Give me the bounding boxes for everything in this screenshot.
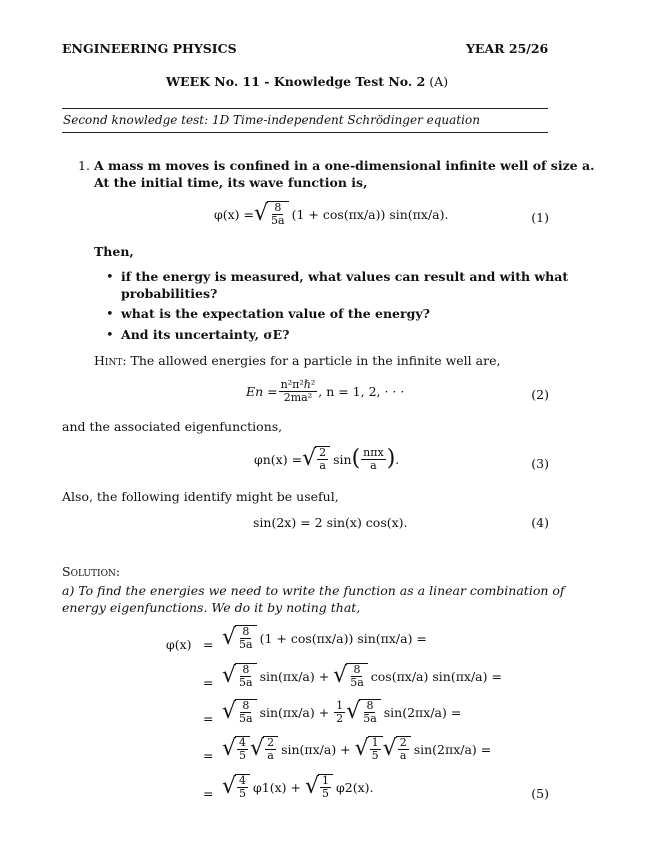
sol5-rest: φ2(x). <box>336 779 374 795</box>
equation-number-4: (4) <box>531 515 549 530</box>
eq1-den: 5a <box>271 214 285 227</box>
equation-2 <box>246 379 404 404</box>
sol3-hn: 1 <box>336 698 344 712</box>
eq3-paren-open: ( <box>351 446 361 471</box>
sol1-rest: (1 + cos(πx/a)) sin(πx/a) = <box>259 630 427 646</box>
sol4-n1b: 2 <box>267 736 275 749</box>
sol4-d1b: a <box>267 749 274 762</box>
eq2-lhs: En = <box>246 384 278 399</box>
sol3-sqrt-1: √ $\frac{8}{5a}$ <box>222 699 257 725</box>
sol3-rest: sin(2πx/a) = <box>383 704 462 720</box>
sol3-n2: 8 <box>366 699 374 712</box>
sol1-sqrt: √ $\frac{8}{5a}$ <box>222 625 257 651</box>
hint-label: Hint <box>94 353 123 368</box>
sol3-mid: sin(πx/a) + <box>259 704 334 720</box>
eq3-sqrt: √ $\frac{2}{a}$ <box>302 446 330 472</box>
bullet-2: what is the expectation value of the energy? <box>121 306 430 321</box>
eq2-rhs: , n = 1, 2, · · · <box>318 384 405 399</box>
eq2-den: 2ma² <box>283 391 313 404</box>
eq3-arg-den: a <box>370 458 377 472</box>
problem-line-2: At the initial time, its wave function is, <box>94 175 368 190</box>
solution-lhs: φ(x) <box>166 637 192 652</box>
solution-equals: = <box>203 711 214 726</box>
page-title-variant: (A) <box>429 74 449 89</box>
bullet-3: And its uncertainty, σE? <box>121 327 290 342</box>
page-title-text: WEEK No. 11 - Knowledge Test No. 2 <box>166 74 426 89</box>
sol4-n2b: 2 <box>399 736 407 749</box>
eq3-arg <box>361 447 386 472</box>
then-text: Then, <box>94 244 134 259</box>
sol5-d1: 5 <box>239 787 247 800</box>
sol2-rest: cos(πx/a) sin(πx/a) = <box>370 668 502 684</box>
solution-equals: = <box>203 786 214 801</box>
equation-number-3: (3) <box>531 456 549 471</box>
solution-equals: = <box>203 637 214 652</box>
eq3-num: 2 <box>319 446 327 459</box>
bullet-1-line-1: if the energy is measured, what values can result and with what <box>121 269 569 284</box>
sol5-n2: 1 <box>322 774 329 787</box>
course-year: YEAR 25/26 <box>466 41 549 56</box>
bullet-dot: • <box>106 307 114 322</box>
sol4-d2b: a <box>399 749 407 762</box>
sol3-n1: 8 <box>242 699 250 712</box>
sol2-n2: 8 <box>353 663 361 676</box>
sol4-sqrt-2b: √ $\frac{2}{a}$ <box>383 736 411 762</box>
eq3-arg-num: nπx <box>363 445 384 459</box>
sol4-n2: 1 <box>371 736 379 749</box>
equation-number-1: (1) <box>531 210 549 225</box>
eq3-end: . <box>395 451 400 467</box>
sol4-n1: 4 <box>239 736 247 749</box>
sol3-half <box>334 700 345 725</box>
sol2-n1: 8 <box>242 663 250 676</box>
problem-line-1: A mass m moves is confined in a one-dimensional infinite well of size a. <box>94 158 595 173</box>
sol5-mid: φ1(x) + <box>253 779 305 795</box>
sol4-d2: 5 <box>371 749 379 762</box>
sol3-d2: 5a <box>363 712 377 725</box>
subtitle: Second knowledge test: 1D Time-independent Schrödinger equation <box>63 113 480 127</box>
course-title: ENGINEERING PHYSICS <box>62 41 237 56</box>
bottom-rule <box>62 132 548 133</box>
eq1-rhs: (1 + cos(πx/a)) sin(πx/a). <box>291 206 449 222</box>
page-title <box>166 74 448 89</box>
solution-line-4 <box>222 736 491 762</box>
solution-label: Solution: <box>62 564 121 579</box>
eq1-lhs: φ(x) = <box>214 206 255 222</box>
problem-number: 1. <box>78 158 90 173</box>
sol3-hd: 2 <box>336 711 344 725</box>
sol4-sqrt-1: √ $\frac{4}{5}$ <box>222 736 250 762</box>
sol2-sqrt-1: √ $\frac{8}{5a}$ <box>222 663 257 689</box>
sol2-mid: sin(πx/a) + <box>259 668 334 684</box>
eq3-fn: sin <box>333 451 352 467</box>
sol1-d: 5a <box>239 638 253 651</box>
sol5-n1: 4 <box>239 774 247 787</box>
sol2-d2: 5a <box>350 676 364 689</box>
solution-para-1: a) To find the energies we need to write the function as a linear combination of <box>62 583 565 598</box>
eq3-paren-close: ) <box>386 446 396 471</box>
solution-line-3 <box>222 699 461 725</box>
solution-para-2: energy eigenfunctions. We do it by noting that, <box>62 600 361 615</box>
sol3-d1: 5a <box>239 712 253 725</box>
equation-3 <box>254 446 399 472</box>
equation-1 <box>214 201 448 227</box>
eq1-num: 8 <box>274 201 282 214</box>
sol4-mid: sin(πx/a) + <box>281 741 355 757</box>
eq2-frac <box>279 379 318 404</box>
sol4-sqrt-2: √ $\frac{1}{5}$ <box>355 736 383 762</box>
solution-equals: = <box>203 748 214 763</box>
also-text: Also, the following identify might be useful, <box>62 489 339 504</box>
equation-4: sin(2x) = 2 sin(x) cos(x). <box>253 515 408 530</box>
solution-equals: = <box>203 675 214 690</box>
sol1-n: 8 <box>242 625 250 638</box>
sol5-sqrt-2: √ $\frac{1}{5}$ <box>305 774 333 800</box>
sol4-sqrt-1b: √ $\frac{2}{a}$ <box>250 736 278 762</box>
eq2-num: n²π²ℏ² <box>280 378 316 391</box>
bullet-dot: • <box>106 270 114 285</box>
sol4-d1: 5 <box>239 749 247 762</box>
bullet-1-line-2: probabilities? <box>121 286 218 301</box>
solution-line-5 <box>222 774 373 800</box>
hint-text: : The allowed energies for a particle in the infinite well are, <box>122 353 501 368</box>
sol5-d2: 5 <box>322 787 329 800</box>
eigen-text: and the associated eigenfunctions, <box>62 419 283 434</box>
bullet-dot: • <box>106 328 114 343</box>
eq3-lhs: φn(x) = <box>254 451 303 467</box>
equation-number-5: (5) <box>531 786 549 801</box>
equation-number-2: (2) <box>531 387 549 402</box>
sol2-sqrt-2: √ $\frac{8}{5a}$ <box>333 663 368 689</box>
sol5-sqrt-1: √ $\frac{4}{5}$ <box>222 774 250 800</box>
hint <box>94 353 500 368</box>
solution-line-1 <box>222 625 427 651</box>
eq1-sqrt: √ $\frac{8}{5a}$ <box>254 201 289 227</box>
sol3-sqrt-2: √ $\frac{8}{5a}$ <box>346 699 381 725</box>
solution-line-2 <box>222 663 502 689</box>
top-rule <box>62 108 548 109</box>
sol2-d1: 5a <box>239 676 253 689</box>
eq3-den: a <box>319 459 326 472</box>
sol4-rest: sin(2πx/a) = <box>413 741 492 757</box>
